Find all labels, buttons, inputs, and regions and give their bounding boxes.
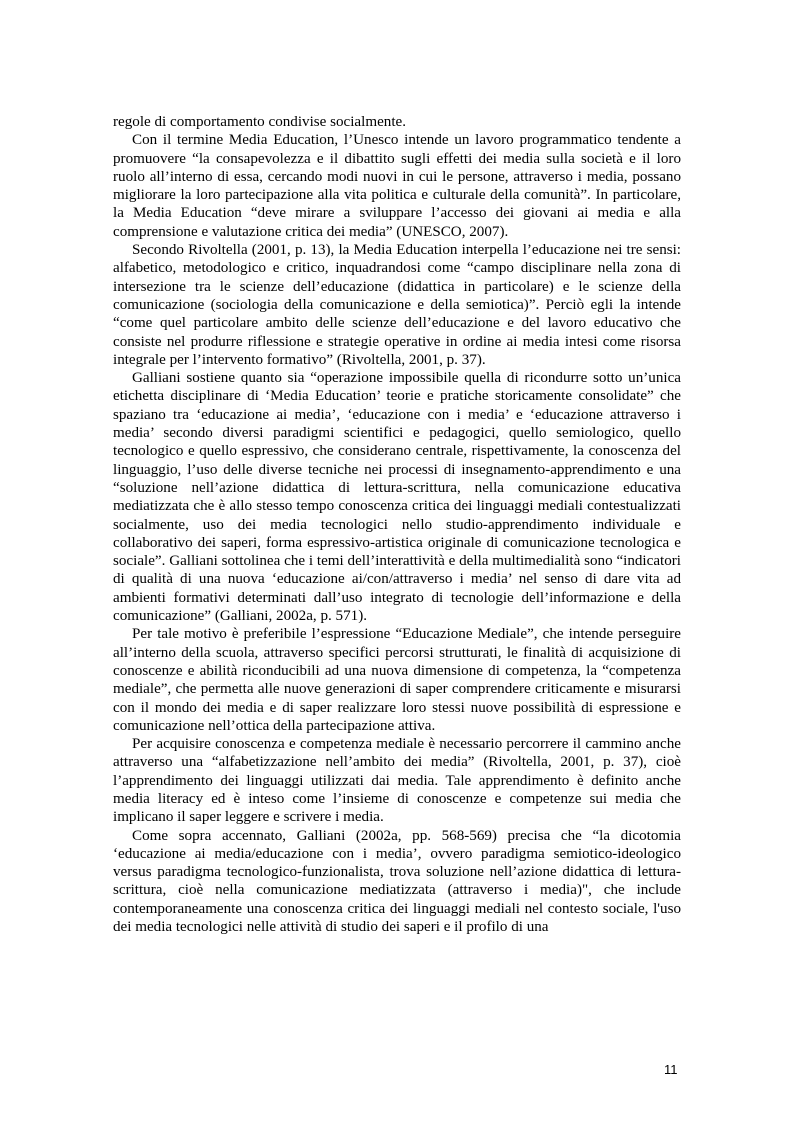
paragraph-dicotomia: Come sopra accennato, Galliani (2002a, pp. 568-569) precisa che “la dicotomia ‘educazione ai media/educazione con i media’, ovvero paradigma semiotico-ideologico versus paradigma tecnologico-funzionalista, trova soluzione nell’azione didattica di lettura-scrittura, cioè nella comunicazione mediatizzata (attraverso i media)", che include contemporaneamente una conoscenza critica dei linguaggi mediali nel contesto sociale, l'uso dei media tecnologici nelle attività di studio dei saperi e il profilo di una — [113, 827, 681, 936]
paragraph-continuation: regole di comportamento condivise socialmente. — [113, 114, 406, 130]
paragraph-educazione-mediale: Per tale motivo è preferibile l’espressione “Educazione Mediale”, che intende perseguire all’interno della scuola, attraverso specifici percorsi strutturati, le finalità di acquisizione di conoscenze e abilità riconducibili ad una nuova dimensione di competenza, la “competenza mediale”, che permetta alle nuove generazioni di saper comprendere criticamente e misurarsi con il mondo dei media e di saper realizzare loro stessi nuove possibilità di espressione e comunicazione nell’ottica della partecipazione attiva. — [113, 626, 681, 734]
paragraph-galliani: Galliani sostiene quanto sia “operazione impossibile quella di ricondurre sotto un’unica etichetta disciplinare di ‘Media Education’ teorie e pratiche storicamente consolidate” che spaziano tra ‘educazione ai media’, ‘educazione con i media’ e ‘educazione attraverso i media’ secondo diversi paradigmi scientifici e pedagogici, quello semiologico, quello tecnologico e quello espressivo, che considerano centrale, rispettivamente, la conoscenza del linguaggio, l’uso delle diverse tecniche nei processi di insegnamento-apprendimento e una “soluzione nell’azione didattica di lettura-scrittura, nella comunicazione educativa mediatizzata che è allo stesso tempo conoscenza critica dei linguaggi mediali contestualizzati socialmente, uso dei media tecnologici nello studio-apprendimento individuale e collaborativo dei saperi, forma espressivo-artistica originale di comunicazione tecnologica e sociale”. Galliani sottolinea che i temi dell’interattività e della multimedialità sono “indicatori di qualità di una nuova ‘educazione ai/con/attraverso i media’ nel senso di dare vita ad ambienti formativi determinati dall’uso integrato di tecnologie dell’informazione e della comunicazione” (Galliani, 2002a, p. 571). — [113, 370, 681, 625]
paragraph-rivoltella: Secondo Rivoltella (2001, p. 13), la Media Education interpella l’educazione nei tre sensi: alfabetico, metodologico e critico, inquadrandosi come “campo disciplinare nella zona di intersezione tra le scienze dell’educazione (didattica in particolare) e le scienze della comunicazione (sociologia della comunicazione e della semiotica)”. Perciò egli la intende “come quel particolare ambito delle scienze dell’educazione e del lavoro educativo che consiste nel produrre riflessione e strategie operative in ordine ai media intesi come risorsa integrale per l’intervento formativo” (Rivoltella, 2001, p. 37). — [113, 242, 681, 368]
paragraph-unesco-definition: Con il termine Media Education, l’Unesco intende un lavoro programmatico tendente a promuovere “la consapevolezza e il dibattito sugli effetti dei media sulla società e il loro ruolo all’interno di essa, cercando modi nuovi in cui le persone, attraverso i media, possano migliorare la loro partecipazione alla vita politica e culturale della comunità”. In particolare, la Media Education “deve mirare a sviluppare l’accesso dei giovani ai media e alla comprensione e valutazione critica dei media” (UNESCO, 2007). — [113, 132, 681, 240]
paragraph-media-literacy: Per acquisire conoscenza e competenza mediale è necessario percorrere il cammino anche attraverso una “alfabetizzazione nell’ambito dei media” (Rivoltella, 2001, p. 37), cioè l’apprendimento dei linguaggi utilizzati dai media. Tale apprendimento è definito anche media literacy ed è inteso come l’insieme di conoscenze e competenze sui media che implicano il saper leggere e scrivere i media. — [113, 736, 681, 826]
page-number: 11 — [664, 1062, 678, 1077]
document-body — [113, 113, 681, 936]
